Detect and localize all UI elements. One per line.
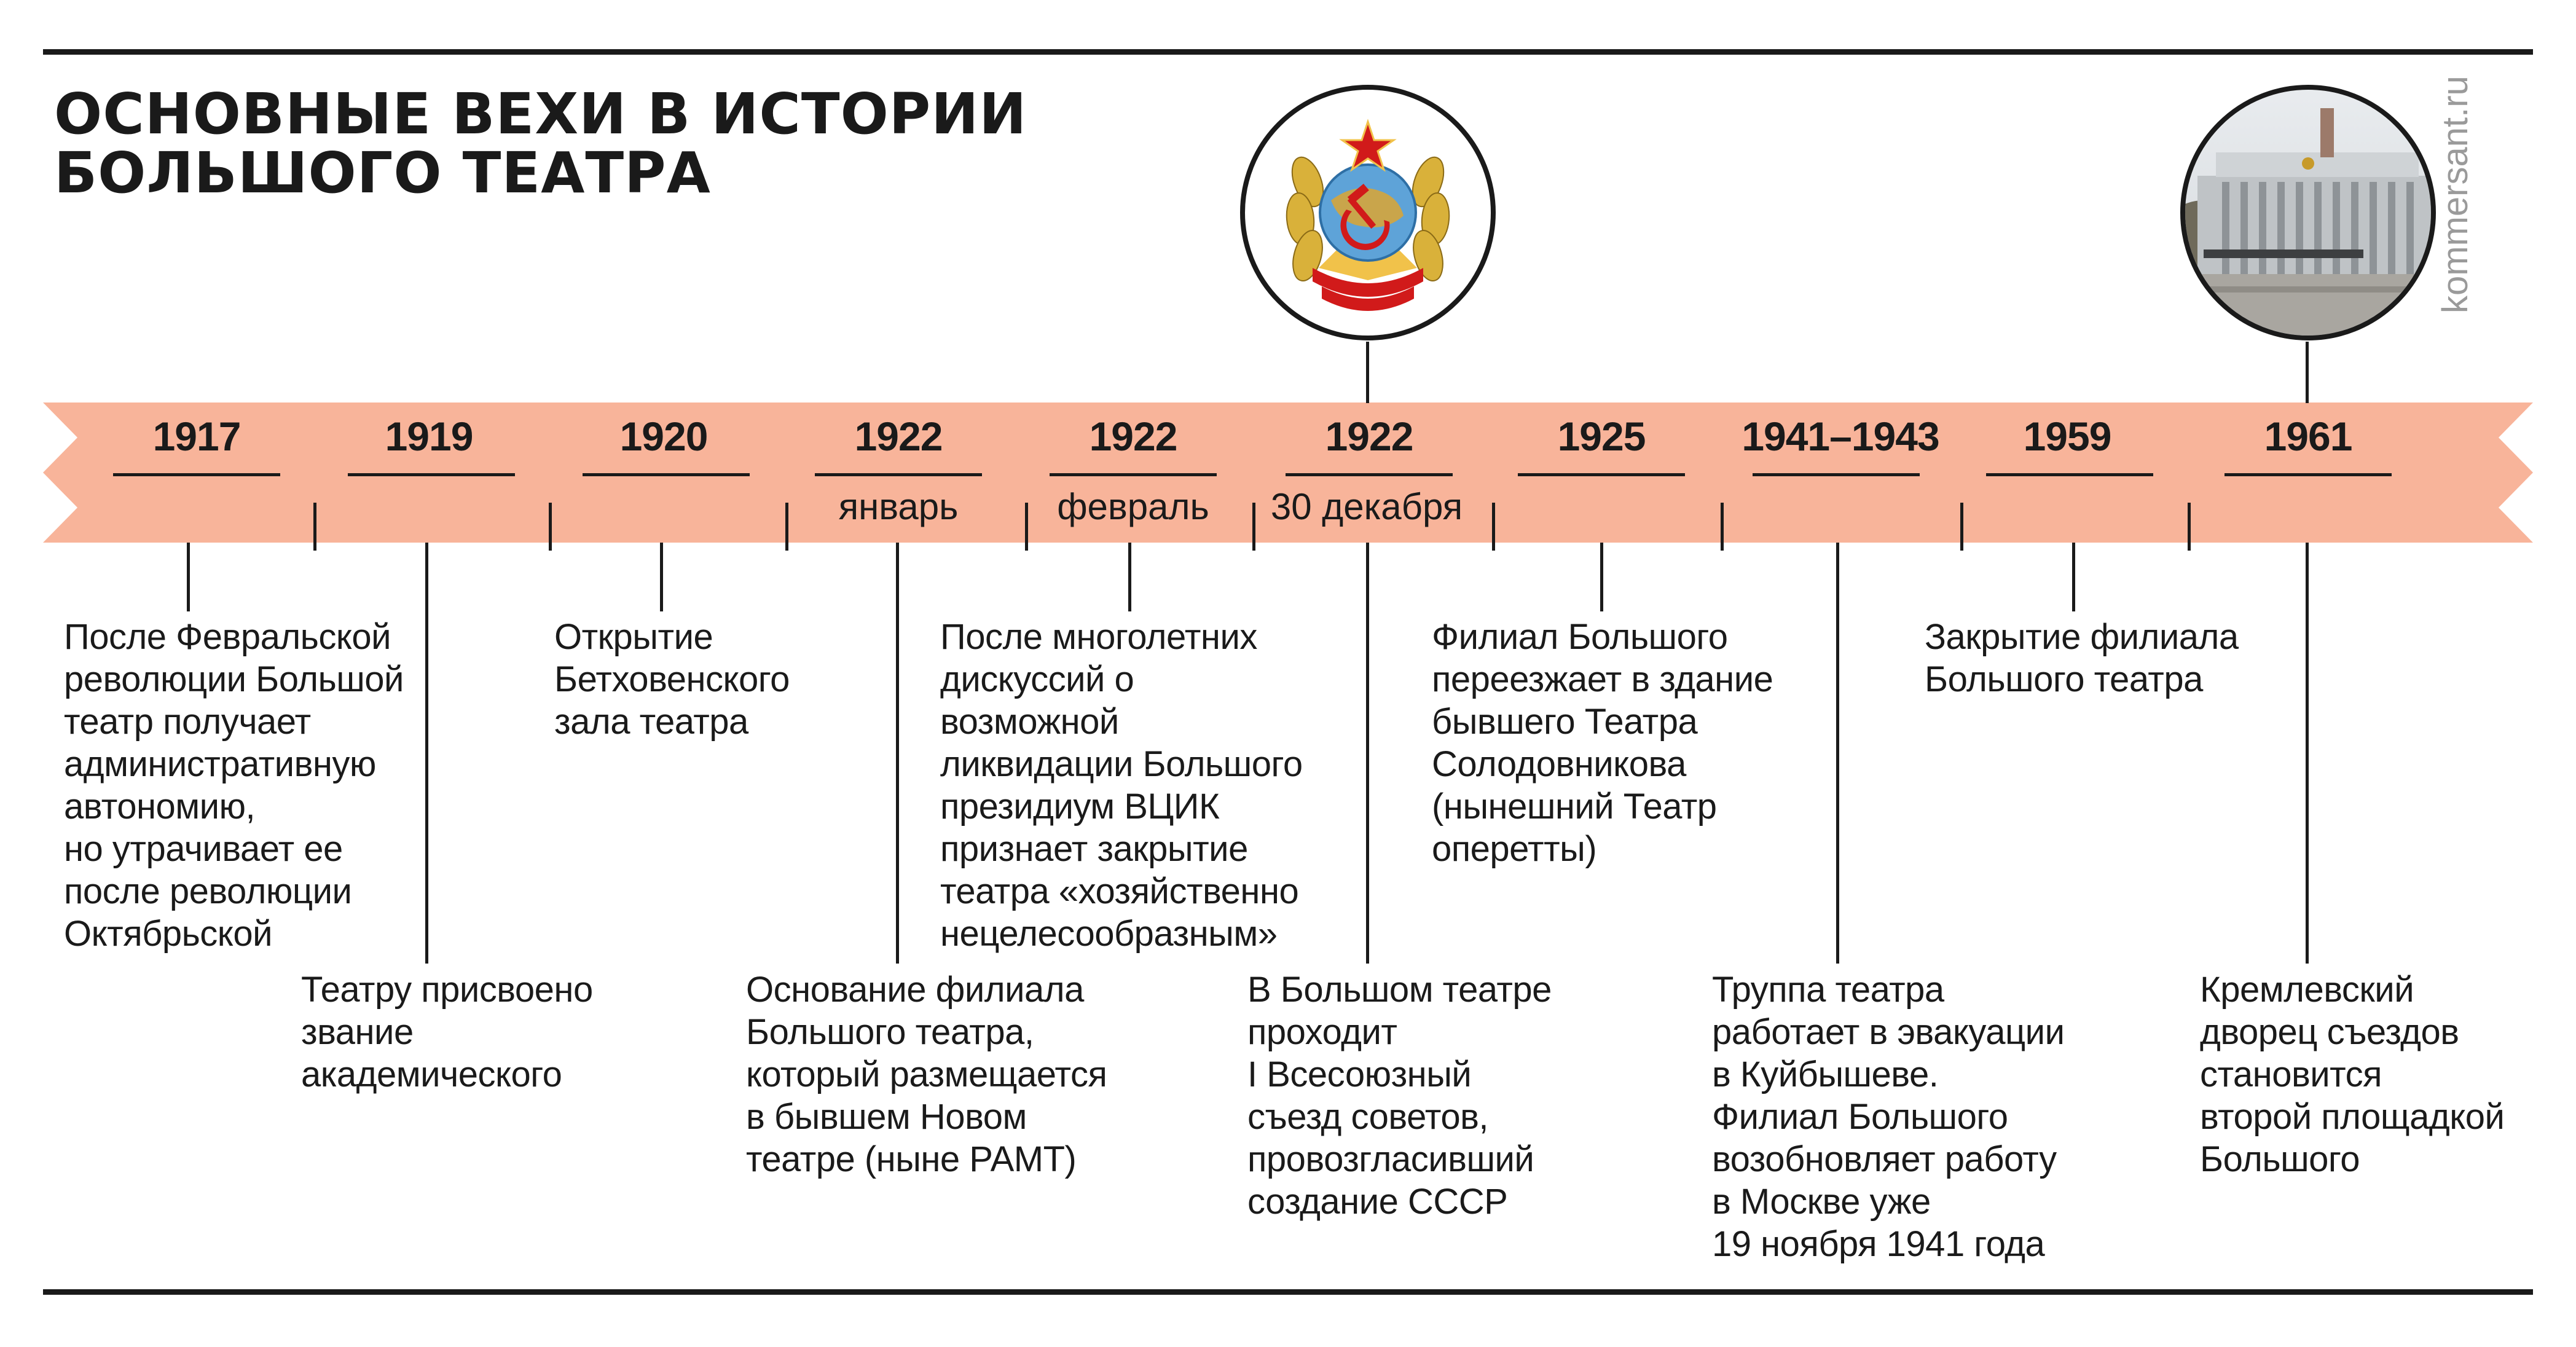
event-10-description: Кремлевский дворец съездов становится второй площадкой Большого — [2200, 970, 2505, 1179]
event-3-year: 1920 — [619, 414, 708, 459]
event-1-year: 1917 — [152, 414, 241, 459]
building-connector — [2306, 342, 2309, 403]
event-6-description: В Большом театре проходит I Всесоюзный съезд советов, провозгласивший создание СССР — [1247, 970, 1552, 1222]
emblem-connector — [1366, 342, 1369, 403]
event-1-underline — [113, 473, 280, 476]
separator-5 — [1252, 503, 1255, 551]
event-3-description: Открытие Бетховенского зала театра — [554, 617, 790, 742]
event-4-underline — [815, 473, 982, 476]
kremlin-palace-photo — [2179, 84, 2437, 342]
event-8-year: 1941–1943 — [1742, 414, 1939, 459]
event-4-year: 1922 — [854, 414, 943, 459]
event-8-description: Труппа театра работает в эвакуации в Куйбышеве. Филиал Большого возобновляет работу в Москве уже 19 ноября 1941 года — [1712, 970, 2065, 1264]
event-6-year: 1922 — [1325, 414, 1413, 459]
event-5-connector — [1128, 543, 1131, 611]
event-4-description: Основание филиала Большого театра, который размещается в бывшем Новом театре (ныне РАМТ) — [746, 970, 1107, 1179]
event-2-underline — [348, 473, 515, 476]
event-4-month: январь — [838, 486, 959, 527]
event-7-year: 1925 — [1557, 414, 1646, 459]
event-9-connector — [2072, 543, 2075, 611]
event-5-description: После многолетних дискуссий о возможной ликвидации Большого президиум ВЦИК признает закрытие театра «хозяйственно нецелесообразным» — [940, 617, 1303, 954]
event-1-description: После Февральской революции Большой театр получает административную автономию, но утрачивает ее после революции Октябрьской — [64, 617, 404, 954]
separator-6 — [1492, 503, 1495, 551]
event-9-underline — [1986, 473, 2153, 476]
separator-8 — [1960, 503, 1963, 551]
separator-7 — [1721, 503, 1724, 551]
event-9-description: Закрытие филиала Большого театра — [1925, 617, 2239, 699]
event-7-connector — [1600, 543, 1603, 611]
event-2-connector — [425, 543, 428, 964]
ussr-emblem-icon — [1239, 84, 1497, 342]
event-3-underline — [583, 473, 750, 476]
bottom-rule — [43, 1289, 2533, 1295]
separator-1 — [313, 503, 316, 551]
title-line-1: ОСНОВНЫЕ ВЕХИ В ИСТОРИИ — [54, 81, 1027, 147]
event-5-year: 1922 — [1089, 414, 1177, 459]
event-5-underline — [1050, 473, 1217, 476]
source-watermark: kommersant.ru — [2435, 76, 2475, 313]
event-10-underline — [2225, 473, 2392, 476]
separator-9 — [2188, 503, 2191, 551]
event-9-year: 1959 — [2023, 414, 2111, 459]
event-5-month: февраль — [1057, 486, 1209, 527]
event-7-description: Филиал Большого переезжает в здание бывшего Театра Солодовникова (нынешний Театр оперетты) — [1432, 617, 1773, 869]
event-6-connector — [1366, 543, 1369, 964]
separator-2 — [549, 503, 552, 551]
event-7-underline — [1518, 473, 1685, 476]
event-8-underline — [1753, 473, 1920, 476]
event-1-connector — [187, 543, 190, 611]
event-6-month: 30 декабря — [1270, 486, 1463, 527]
event-3-connector — [660, 543, 663, 611]
event-10-year: 1961 — [2264, 414, 2352, 459]
event-10-connector — [2306, 543, 2309, 964]
event-4-connector — [896, 543, 899, 964]
event-2-year: 1919 — [385, 414, 473, 459]
title-line-2: БОЛЬШОГО ТЕАТРА — [54, 140, 711, 206]
event-2-description: Театру присвоено звание академического — [301, 970, 593, 1094]
event-8-connector — [1836, 543, 1839, 964]
event-6-underline — [1286, 473, 1453, 476]
